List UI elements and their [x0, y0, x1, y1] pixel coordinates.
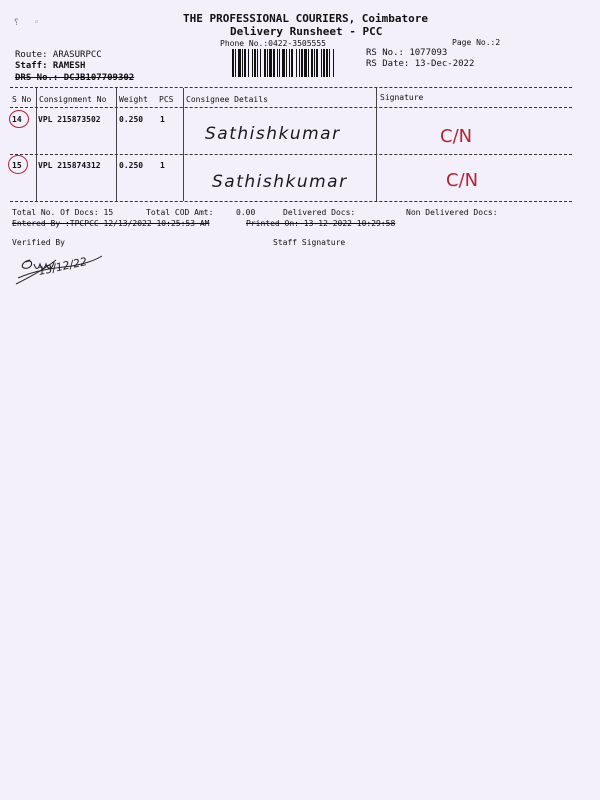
rs-date: RS Date: 13-Dec-2022: [366, 59, 475, 69]
barcode-bar: [279, 49, 280, 77]
barcode-bar: [323, 49, 325, 77]
total-cod-label: Total COD Amt:: [146, 208, 214, 217]
barcode-bar: [260, 49, 261, 77]
consignee-handwritten: Sathishkumar: [205, 124, 341, 144]
table-bottom-rule: [10, 201, 572, 202]
barcode-bar: [235, 49, 236, 77]
barcode-bar: [264, 49, 266, 77]
barcode-bar: [316, 49, 318, 77]
total-cod-value: 0.00: [236, 208, 256, 217]
printed-on: Printed On: 13-12-2022 10:29:58: [246, 219, 396, 228]
table-row-weight: 0.250: [119, 161, 144, 170]
col-header-weight: Weight: [119, 95, 148, 104]
barcode: [232, 49, 360, 77]
barcode-bar: [273, 49, 275, 77]
drs-number: DRS No.: DCJB107709302: [15, 73, 135, 83]
phone-number: Phone No.:0422-3505555: [220, 39, 326, 48]
table-row-sno: 14: [12, 115, 22, 124]
barcode-bar: [289, 49, 290, 77]
barcode-bar: [232, 49, 234, 77]
barcode-bar: [333, 49, 334, 77]
entered-by: Entered By :TPCPCC 12/13/2022 10:25:53 AM: [12, 219, 210, 228]
barcode-bar: [244, 49, 246, 77]
row-divider: [10, 154, 572, 155]
table-row-sno: 15: [12, 161, 22, 170]
rs-number: RS No.: 1077093: [366, 48, 448, 58]
barcode-bar: [291, 49, 293, 77]
barcode-bar: [301, 49, 303, 77]
signature-handwritten: C/N: [440, 126, 473, 147]
barcode-bar: [296, 49, 297, 77]
table-row-weight: 0.250: [119, 115, 144, 124]
company-name: THE PROFESSIONAL COURIERS, Coimbatore: [183, 12, 429, 25]
barcode-bar: [248, 49, 249, 77]
barcode-bar: [242, 49, 243, 77]
table-row-pcs: 1: [160, 115, 165, 124]
verifier-signature-date: 13/12/22: [37, 255, 89, 278]
barcode-bar: [308, 49, 309, 77]
barcode-bar: [269, 49, 272, 77]
consignee-handwritten: Sathishkumar: [212, 172, 348, 192]
total-docs: Total No. Of Docs: 15: [12, 208, 114, 217]
barcode-bar: [257, 49, 258, 77]
barcode-bar: [321, 49, 322, 77]
col-divider: [183, 88, 184, 201]
barcode-bar: [304, 49, 307, 77]
col-divider: [116, 88, 117, 201]
table-header-rule: [10, 107, 572, 108]
barcode-bar: [299, 49, 300, 77]
verified-by-label: Verified By: [12, 238, 65, 247]
barcode-bar: [314, 49, 315, 77]
barcode-bar: [326, 49, 328, 77]
staff-signature-label: Staff Signature: [273, 238, 346, 247]
barcode-bar: [254, 49, 256, 77]
barcode-bar: [267, 49, 268, 77]
table-row-consignment: VPL 215873502: [38, 115, 101, 124]
staff-name: Staff: RAMESH: [15, 61, 86, 71]
col-header-consignee: Consignee Details: [186, 95, 268, 104]
signature-handwritten: C/N: [446, 170, 479, 191]
col-header-pcs: PCS: [159, 95, 174, 104]
col-header-signature: Signature: [380, 93, 424, 102]
scan-mark-icon: ⸮: [14, 18, 19, 28]
barcode-bar: [311, 49, 313, 77]
page-number: Page No.:2: [452, 38, 501, 47]
col-divider: [36, 88, 37, 201]
barcode-bar: [329, 49, 330, 77]
col-divider: [376, 88, 377, 201]
barcode-bar: [282, 49, 285, 77]
barcode-bar: [286, 49, 287, 77]
barcode-bar: [277, 49, 278, 77]
barcode-bar: [252, 49, 253, 77]
table-row-consignment: VPL 215874312: [38, 161, 101, 170]
table-row-pcs: 1: [160, 161, 165, 170]
delivered-docs: Delivered Docs:: [283, 208, 356, 217]
sheet-title: Delivery Runsheet - PCC: [230, 25, 383, 38]
barcode-bar: [238, 49, 241, 77]
scan-mark-icon: ◦: [34, 18, 40, 28]
col-header-consignment: Consignment No: [39, 95, 107, 104]
table-top-rule: [10, 87, 572, 88]
route: Route: ARASURPCC: [15, 50, 102, 60]
non-delivered-docs: Non Delivered Docs:: [406, 208, 498, 217]
col-header-sno: S No: [12, 95, 32, 104]
